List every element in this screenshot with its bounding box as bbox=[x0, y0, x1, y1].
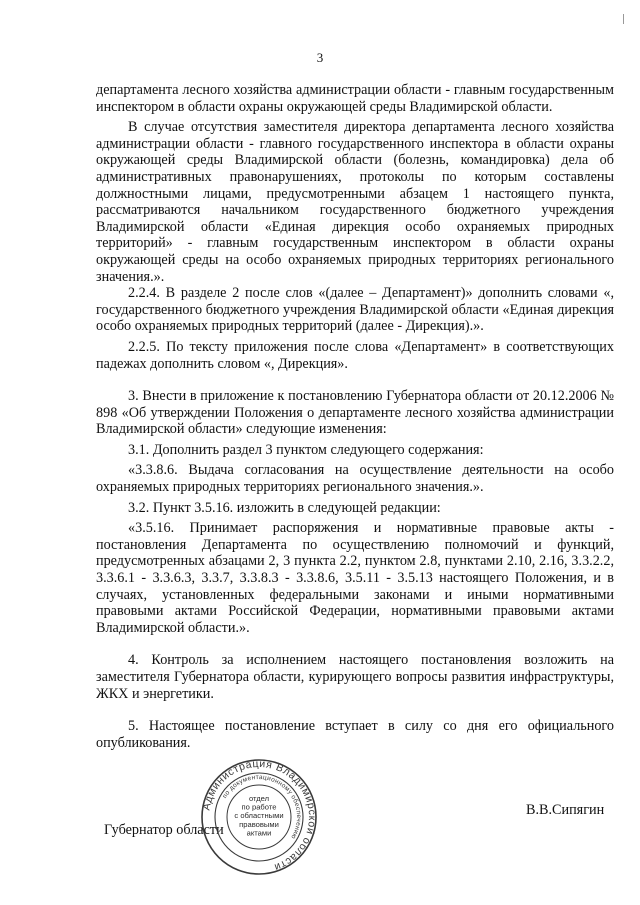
stamp-outer-text: Администрация Владимирской области bbox=[200, 758, 318, 874]
paragraph-5: 5. Настоящее постановление вступает в силу со дня его официального опубликования. bbox=[96, 718, 614, 751]
paragraph-3-1: 3.1. Дополнить раздел 3 пунктом следующего содержания: bbox=[128, 441, 484, 458]
paragraph-3-3-8-6: «3.3.8.6. Выдача согласования на осуществление деятельности на особо охраняемых природных территориях регионального значения.». bbox=[96, 462, 614, 496]
document-body bbox=[96, 82, 614, 751]
stamp-center-line: актами bbox=[246, 828, 272, 838]
paragraph-4: 4. Контроль за исполнением настоящего постановления возложить на заместителя Губернатора области, курирующего вопросы развития инфраструктуры, ЖКХ и энергетики. bbox=[96, 652, 614, 702]
paragraph-3-2: 3.2. Пункт 3.5.16. изложить в следующей редакции: bbox=[128, 499, 441, 516]
stamp-center-line: с областными bbox=[234, 811, 284, 821]
signature-position: Губернатор области bbox=[104, 822, 224, 838]
paragraph-absence-clause: В случае отсутствия заместителя директора департамента лесного хозяйства администрации области - главного государственного инспектора в области охраны окружающей среды Владимирской области (болезнь, командировка) дела об административных правонарушениях, протоколы по которым составлены должностными лицами, предусмотренными абзацем 1 настоящего пункта, рассматриваются начальником государственного бюджетного учреждения Владимирской области «Единая дирекция особо охраняемых природных территорий» - главным государственным инспектором в области охраны окружающей среды на особо охраняемых природных территориях регионального значения.». bbox=[96, 119, 614, 285]
page-number: 3 bbox=[316, 50, 324, 65]
paragraph-2-2-4: 2.2.4. В разделе 2 после слов «(далее – Департамент)» дополнить словами «, государственного бюджетного учреждения Владимирской области «Единая дирекция особо охраняемых природных территорий (далее - Дирекция).». bbox=[96, 285, 614, 335]
official-stamp bbox=[200, 758, 318, 876]
stamp-center-line: по работе bbox=[241, 802, 277, 812]
stamp-center-text bbox=[234, 794, 283, 837]
paragraph-3-5-16: «3.5.16. Принимает распоряжения и нормативные правовые акты - постановления Департамента по осуществлению полномочий и функций, предусмотренных абзацами 2, 3 пункта 2.2, пунктом 2.8, пунктами 2.10, 2.16, 3.3.2.2, 3.3.6.1 - 3.3.6.3, 3.3.7, 3.3.8.3 - 3.3.8.6, 3.5.11 - 3.5.13 настоящего Положения, и в случаях, установленных федеральными законами и иными нормативными правовыми актами Российской Федерации, нормативными правовыми актами Владимирской области.». bbox=[96, 520, 614, 636]
stamp-center-line: отдел bbox=[248, 794, 270, 803]
stamp-inner-text: по документационному обеспечению bbox=[221, 773, 303, 841]
stamp-center-line: правовыми bbox=[239, 819, 279, 829]
paragraph-2-2-5: 2.2.5. По тексту приложения после слова «Департамент» в соответствующих падежах дополнить словом «, Дирекция». bbox=[96, 338, 614, 372]
scan-mark bbox=[623, 14, 624, 24]
signature-name: В.В.Сипягин bbox=[526, 802, 605, 818]
paragraph-continuation: департамента лесного хозяйства администрации области - главным государственным инспектором в области охраны окружающей среды Владимирской области. bbox=[96, 82, 614, 115]
paragraph-3: 3. Внести в приложение к постановлению Губернатора области от 20.12.2006 № 898 «Об утверждении Положения о департаменте лесного хозяйства администрации Владимирской области» следующие изменения: bbox=[96, 388, 614, 438]
stamp-graphic bbox=[200, 758, 318, 876]
